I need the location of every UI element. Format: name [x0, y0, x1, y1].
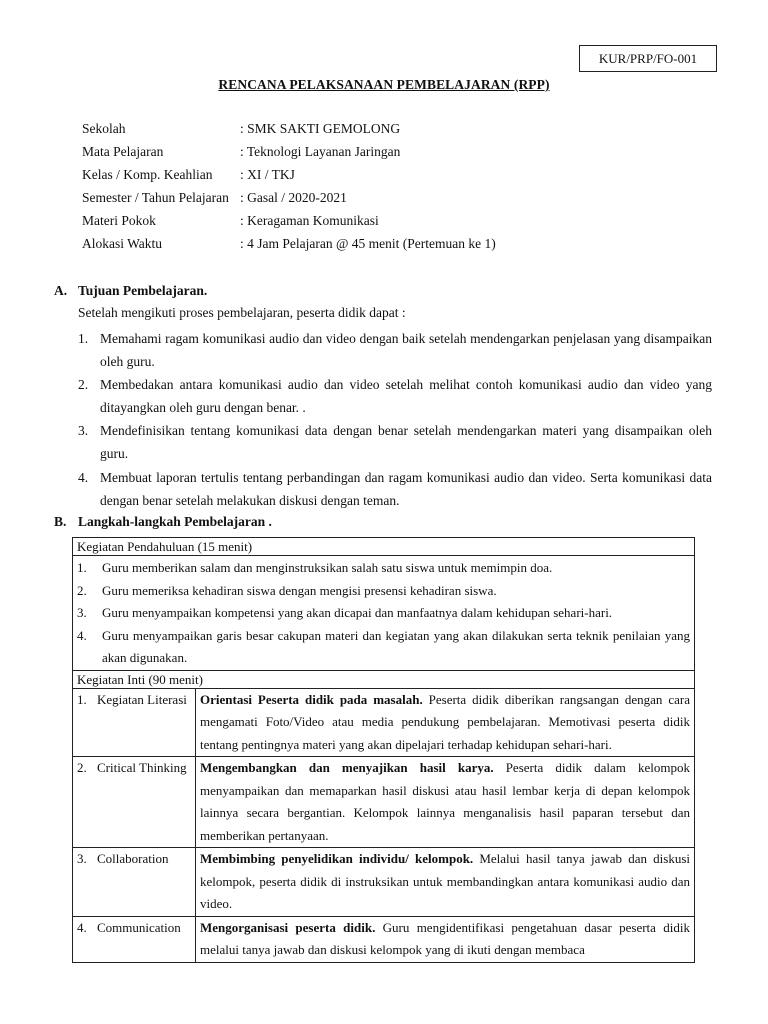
identity-key: Semester / Tahun Pelajaran: [82, 190, 229, 205]
list-item: [77, 580, 690, 603]
item-text: Membuat laporan tertulis tentang perbandingan dan ragam komunikasi audio dan video. Serta komunikasi data dengan benar setelah melakukan diskusi dengan teman.: [100, 470, 712, 508]
document-code-box: [579, 45, 717, 72]
activity-description: [196, 688, 695, 757]
core-activity-header: Kegiatan Inti (90 menit): [73, 670, 695, 688]
item-text: Guru menyampaikan kompetensi yang akan dicapai dan manfaatnya dalam kehidupan sehari-hari.: [102, 605, 613, 620]
identity-key: Alokasi Waktu: [82, 236, 163, 251]
list-item: [77, 602, 690, 625]
identity-key: Mata Pelajaran: [82, 144, 164, 159]
intro-activity-list: [73, 556, 695, 671]
item-text: Guru menyampaikan garis besar cakupan materi dan kegiatan yang akan dilakukan serta teknik penilaian yang akan digunakan.: [102, 627, 690, 665]
activity-step-text: Peserta didik dalam kelompok menyampaikan dan memaparkan hasil diskusi atau hasil lembar kerja di depan kelompok lainnya secara bergantian. Kelompok lainnya menganalisis hasil paparan tersebut dan memberikan pertanyaan.: [200, 760, 690, 843]
section-a-intro: Setelah mengikuti proses pembelajaran, peserta didik dapat :: [78, 305, 406, 320]
table-row: [73, 688, 695, 757]
section-letter: A.: [54, 283, 68, 298]
table-row: [73, 670, 695, 688]
table-row: [73, 757, 695, 848]
item-text: Guru memeriksa kehadiran siswa dengan mengisi presensi kehadiran siswa.: [102, 582, 497, 598]
item-text: Membedakan antara komunikasi audio dan video setelah melihat contoh komunikasi audio dan video yang ditayangkan oleh guru dengan benar. .: [100, 377, 712, 415]
item-number: 1.: [77, 691, 87, 707]
identity-key: Sekolah: [82, 121, 126, 136]
item-number: 2.: [77, 582, 87, 598]
activity-name: Communication: [97, 919, 181, 935]
page-title: RENCANA PELAKSANAAN PEMBELAJARAN (RPP): [218, 77, 550, 92]
activity-name: Collaboration: [97, 851, 169, 866]
activity-step-title: Mengembangkan dan menyajikan hasil karya.: [200, 760, 494, 775]
activity-name: Kegiatan Literasi: [97, 691, 187, 707]
activity-name: Critical Thinking: [97, 760, 187, 775]
activity-step-title: Orientasi Peserta didik pada masalah.: [200, 691, 423, 707]
item-number: 1.: [77, 560, 87, 575]
identity-value: : Gasal / 2020-2021: [240, 190, 347, 205]
table-row: [73, 556, 695, 671]
item-number: 2.: [77, 760, 87, 775]
item-number: 3.: [77, 605, 87, 620]
table-row: [73, 916, 695, 962]
activity-description: [196, 848, 695, 917]
identity-value: : Keragaman Komunikasi: [240, 213, 379, 228]
item-number: 3.: [77, 851, 87, 866]
objective-item: [78, 373, 712, 419]
activity-name-cell: [73, 688, 196, 757]
identity-value: : 4 Jam Pelajaran @ 45 menit (Pertemuan ke 1): [240, 236, 496, 251]
item-text: Memahami ragam komunikasi audio dan video dengan baik setelah mendengarkan penjelasan yang disampaikan oleh guru.: [100, 331, 712, 369]
section-letter: B.: [54, 514, 67, 529]
item-text: Guru memberikan salam dan menginstruksikan salah satu siswa untuk memimpin doa.: [102, 560, 553, 575]
identity-value: : XI / TKJ: [240, 167, 295, 182]
objective-item: [78, 419, 712, 465]
activity-step-text: Guru mengidentifikasi pengetahuan dasar peserta didik melalui tanya jawab dan diskusi kelompok yang di ikuti dengan membaca: [200, 919, 690, 957]
identity-key: Materi Pokok: [82, 213, 156, 228]
item-number: 4.: [78, 470, 89, 485]
table-row: [73, 538, 695, 556]
activity-description: [196, 757, 695, 848]
activity-step-text: Peserta didik diberikan rangsangan dengan cara mengamati Foto/Video atau media pendukung pembelajaran. Memotivasi peserta didik tentang pentingnya materi yang akan dipelajari terhadap kehidupan sehari-hari.: [200, 691, 690, 752]
item-number: 4.: [77, 919, 87, 935]
list-item: [77, 625, 690, 670]
activity-name-cell: [73, 848, 196, 917]
activity-step-title: Membimbing penyelidikan individu/ kelompok.: [200, 851, 474, 866]
section-title: Tujuan Pembelajaran.: [78, 283, 208, 298]
activity-name-cell: [73, 757, 196, 848]
item-number: 3.: [78, 423, 89, 438]
list-item: [77, 557, 690, 580]
identity-value: : SMK SAKTI GEMOLONG: [240, 121, 401, 136]
item-number: 1.: [78, 331, 89, 346]
item-number: 4.: [77, 627, 87, 643]
activity-step-text: Melalui hasil tanya jawab dan diskusi kelompok, peserta didik di instruksikan untuk membandingkan antara komunikasi audio dan video.: [200, 851, 690, 911]
identity-value: : Teknologi Layanan Jaringan: [240, 144, 401, 159]
intro-activity-header: Kegiatan Pendahuluan (15 menit): [73, 538, 695, 556]
learning-steps-table: [72, 537, 695, 963]
item-text: Mendefinisikan tentang komunikasi data dengan benar setelah mendengarkan materi yang disampaikan oleh guru.: [100, 423, 712, 461]
activity-description: [196, 916, 695, 962]
section-title: Langkah-langkah Pembelajaran .: [78, 514, 272, 529]
objective-item: [78, 466, 712, 512]
item-number: 2.: [78, 377, 89, 392]
objective-item: [78, 327, 712, 373]
activity-step-title: Mengorganisasi peserta didik.: [200, 919, 376, 935]
identity-key: Kelas / Komp. Keahlian: [82, 167, 213, 182]
activity-name-cell: [73, 916, 196, 962]
document-code: KUR/PRP/FO-001: [598, 51, 698, 66]
table-row: [73, 848, 695, 917]
